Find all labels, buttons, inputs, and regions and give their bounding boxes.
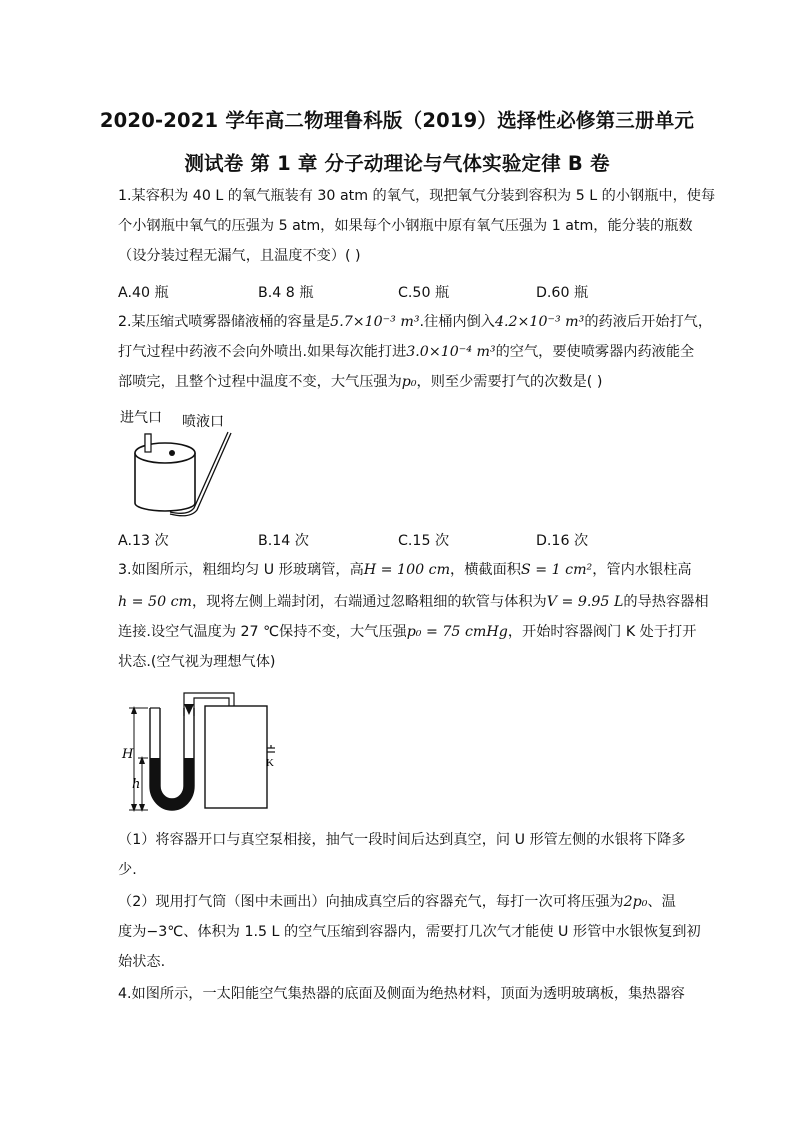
label-h: h — [132, 777, 141, 792]
q2-line-1 — [118, 312, 713, 332]
q3-sub1-line-2: 少. — [118, 862, 137, 878]
q3-pressure: p₀ = 75 cmHg — [406, 624, 508, 640]
q3-text: ，管内水银柱高 — [592, 562, 692, 578]
q3-mercury-height: h = 50 cm — [118, 594, 193, 610]
q3-text: 连接.设空气温度为 27 ℃保持不变，大气压强 — [118, 624, 407, 640]
document-title-line-2: 测试卷 第 1 章 分子动理论与气体实验定律 B 卷 — [184, 152, 610, 175]
q3-line-4: 状态.(空气视为理想气体) — [118, 654, 276, 670]
q3-line-2 — [118, 592, 709, 612]
q3-sub2-line-3: 始状态. — [118, 954, 166, 970]
q2-pressure-symbol: p₀ — [401, 374, 417, 390]
q2-text: 打气过程中药液不会向外喷出.如果每次能打进 — [118, 344, 407, 360]
q3-text: 、温 — [647, 894, 676, 910]
u-tube-inner — [160, 708, 184, 799]
q2-tank-volume: 5.7×10⁻³ m³ — [330, 314, 420, 330]
q2-line-2 — [118, 342, 695, 362]
q3-text: 3.如图所示，粗细均匀 U 形玻璃管，高 — [118, 562, 364, 578]
q2-text: 2.某压缩式喷雾器储液桶的容量是 — [118, 314, 331, 330]
q3-double-pressure: 2p₀ — [623, 894, 648, 910]
q2-line-3 — [118, 372, 680, 392]
heat-conducting-container — [205, 706, 267, 808]
q2-liquid-volume: 4.2×10⁻³ m³ — [494, 314, 585, 330]
label-H: H — [122, 747, 134, 762]
u-tube-figure — [122, 690, 272, 820]
sprayer-figure — [120, 408, 240, 520]
q3-text: （2）现用打气筒（图中未画出）向抽成真空后的容器充气，每打一次可将压强为 — [118, 894, 624, 910]
q2-text: 部喷完，且整个过程中温度不变，大气压强为 — [118, 374, 402, 390]
q2-option-d: D.16 次 — [536, 533, 589, 549]
q3-text: 的导热容器相 — [623, 594, 709, 610]
sprayer-outlet-label: 喷液口 — [182, 414, 224, 430]
q4-line-1: 4.如图所示，一太阳能空气集热器的底面及侧面为绝热材料，顶面为透明玻璃板，集热器容 — [118, 986, 685, 1002]
outlet-dot — [169, 450, 175, 456]
q1-option-a: A.40 瓶 — [118, 285, 169, 301]
q3-line-3 — [118, 622, 697, 642]
q2-option-b: B.14 次 — [258, 533, 309, 549]
cylinder-top — [135, 443, 195, 463]
q1-option-c: C.50 瓶 — [398, 285, 450, 301]
q2-text: 的药液后开始打气， — [584, 314, 713, 330]
label-k: K — [266, 757, 274, 769]
q2-text: ，则至少需要打气的次数是( ) — [416, 374, 603, 390]
q3-sub2-line-2: 度为−3℃、体积为 1.5 L 的空气压缩到容器内，需要打几次气才能使 U 形管中水银恢复到初 — [118, 924, 701, 940]
q3-area: S = 1 cm² — [521, 562, 593, 578]
q1-option-d: D.60 瓶 — [536, 285, 589, 301]
q2-text: 的空气，要使喷雾器内药液能全 — [495, 344, 695, 360]
q3-height: H = 100 cm — [363, 562, 451, 578]
q1-line-3: （设分装过程无漏气，且温度不变）( ) — [118, 248, 361, 264]
q2-air-volume: 3.0×10⁻⁴ m³ — [406, 344, 496, 360]
q1-line-1: 1.某容积为 40 L 的氧气瓶装有 30 atm 的氧气，现把氧气分装到容积为 5 L 的小钢瓶中，使每 — [118, 188, 716, 204]
q3-text: ，现将左侧上端封闭，右端通过忽略粗细的软管与体积为 — [192, 594, 547, 610]
q3-line-1 — [118, 560, 692, 580]
q3-text: ，横截面积 — [450, 562, 521, 578]
q2-text: .往桶内倒入 — [419, 314, 495, 330]
valve-arrow — [184, 704, 194, 715]
inlet-pipe-front — [145, 434, 151, 452]
sprayer-inlet-label: 进气口 — [120, 410, 162, 426]
q3-volume: V = 9.95 L — [546, 594, 624, 610]
document-title-line-1: 2020-2021 学年高二物理鲁科版（2019）选择性必修第三册单元 — [99, 109, 695, 132]
q1-line-2: 个小钢瓶中氧气的压强为 5 atm，如果每个小钢瓶中原有氧气压强为 1 atm，能分装的瓶数 — [118, 218, 693, 234]
q3-sub2-line-1 — [118, 892, 680, 912]
q1-option-b: B.4 8 瓶 — [258, 285, 314, 301]
q3-sub1-line-1: （1）将容器开口与真空泵相接，抽气一段时间后达到真空，问 U 形管左侧的水银将下降多 — [118, 832, 686, 848]
q3-text: ，开始时容器阀门 K 处于打开 — [507, 624, 697, 640]
q2-option-c: C.15 次 — [398, 533, 450, 549]
q2-option-a: A.13 次 — [118, 533, 169, 549]
